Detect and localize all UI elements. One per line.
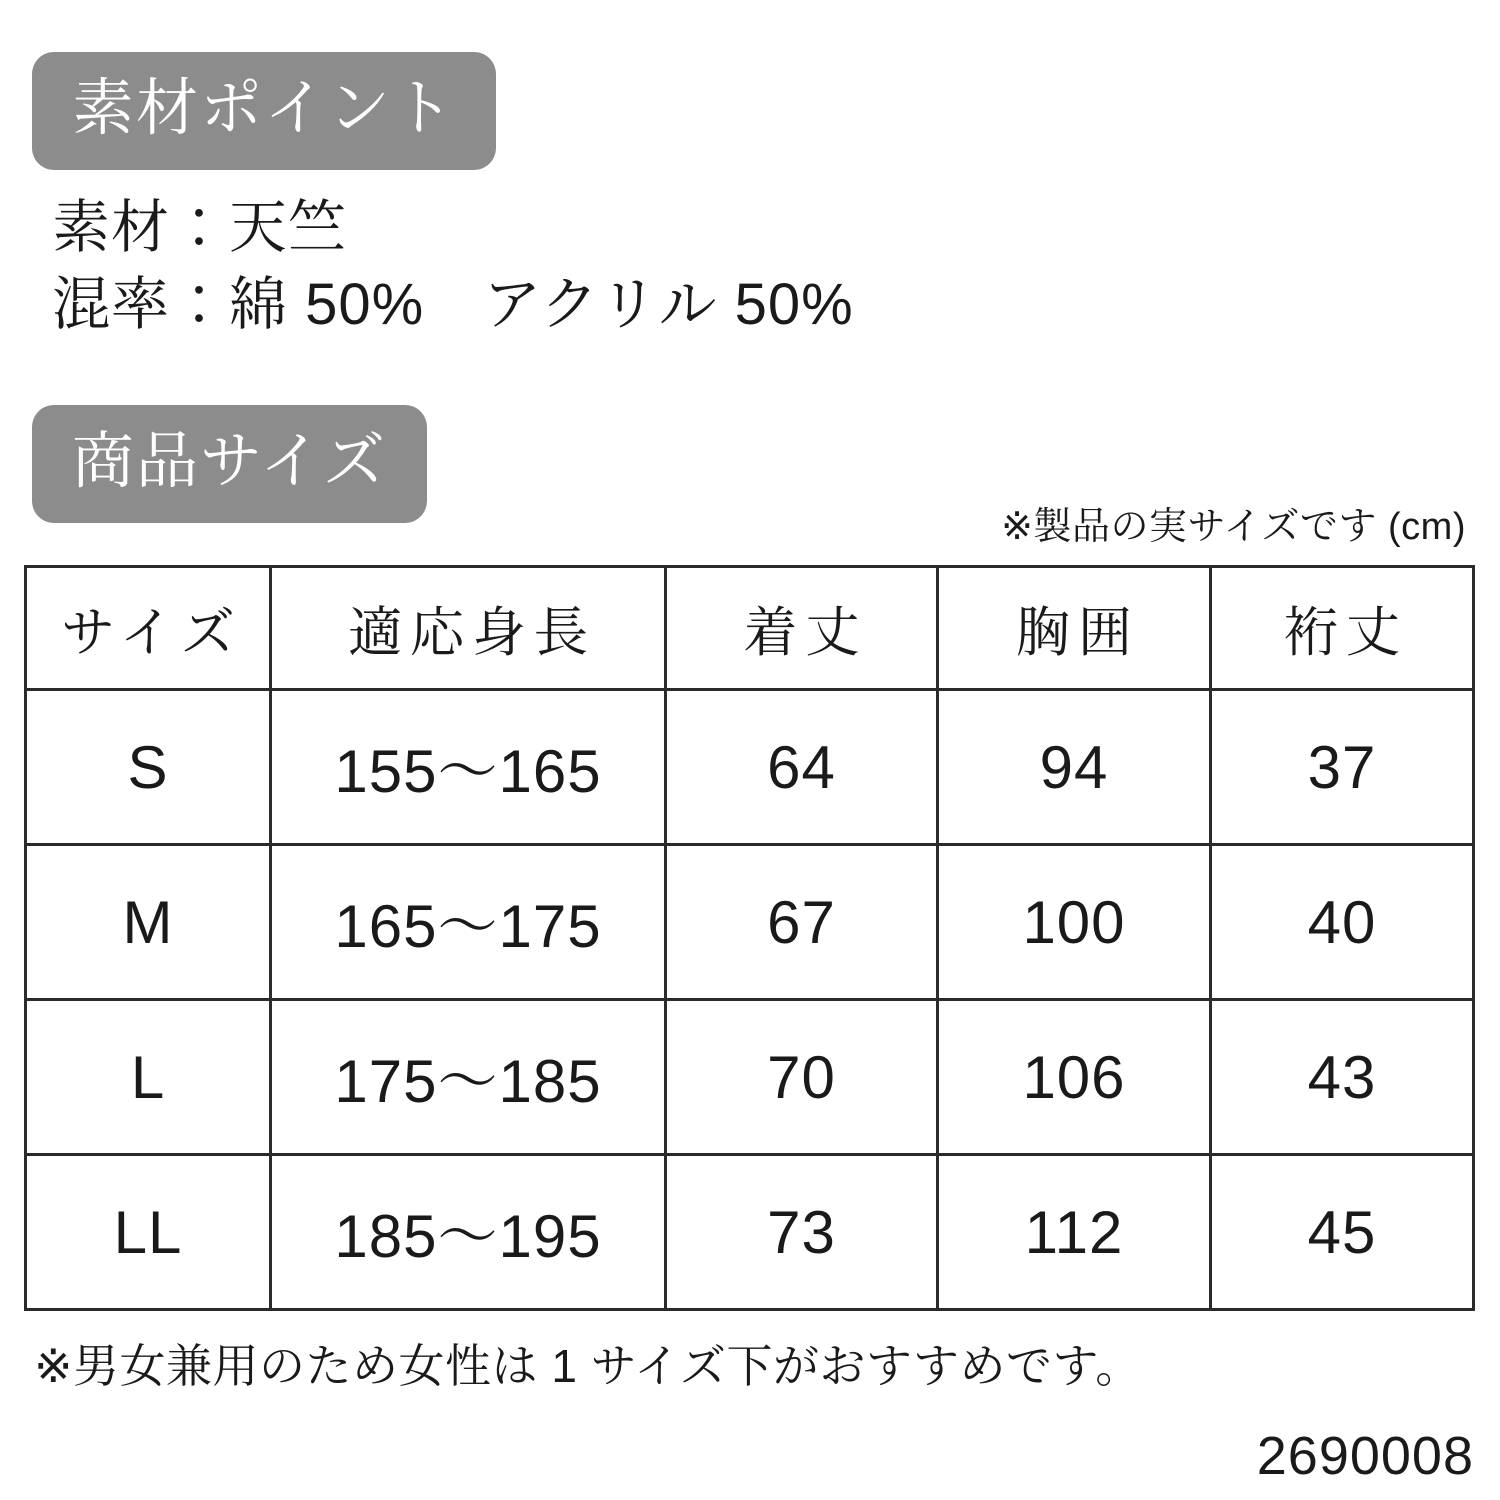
size-section-heading: 商品サイズ [32, 405, 427, 523]
cell-chest: 112 [938, 1155, 1211, 1310]
column-header-chest: 胸囲 [938, 567, 1211, 690]
cell-height: 165〜175 [271, 845, 666, 1000]
size-table [24, 565, 1475, 1311]
cell-length: 64 [666, 690, 938, 845]
cell-size: S [26, 690, 271, 845]
table-row [26, 845, 1474, 1000]
cell-length: 73 [666, 1155, 938, 1310]
table-row [26, 1000, 1474, 1155]
cell-length: 70 [666, 1000, 938, 1155]
material-details [52, 190, 854, 343]
size-footnote: ※男女兼用のため女性は 1 サイズ下がおすすめです。 [34, 1340, 1142, 1392]
cell-size: L [26, 1000, 271, 1155]
cell-chest: 94 [938, 690, 1211, 845]
cell-chest: 100 [938, 845, 1211, 1000]
material-line-composition: 混率：綿 50% アクリル 50% [52, 271, 854, 337]
cell-height: 175〜185 [271, 1000, 666, 1155]
cell-sleeve: 40 [1211, 845, 1474, 1000]
product-code: 2690008 [1256, 1426, 1474, 1486]
cell-length: 67 [666, 845, 938, 1000]
material-section-heading: 素材ポイント [32, 52, 496, 170]
column-header-sleeve: 裄丈 [1211, 567, 1474, 690]
material-line-fabric: 素材：天竺 [52, 195, 348, 260]
material-section-heading-wrap [32, 52, 496, 170]
cell-sleeve: 45 [1211, 1155, 1474, 1310]
table-row [26, 690, 1474, 845]
cell-size: LL [26, 1155, 271, 1310]
table-row [26, 1155, 1474, 1310]
size-section-heading-wrap [32, 405, 427, 523]
cell-chest: 106 [938, 1000, 1211, 1155]
cell-sleeve: 43 [1211, 1000, 1474, 1155]
table-header-row [26, 567, 1474, 690]
column-header-height: 適応身長 [271, 567, 666, 690]
cell-height: 155〜165 [271, 690, 666, 845]
column-header-size: サイズ [26, 567, 271, 690]
size-table-note: ※製品の実サイズです (cm) [1001, 506, 1466, 548]
cell-size: M [26, 845, 271, 1000]
cell-height: 185〜195 [271, 1155, 666, 1310]
cell-sleeve: 37 [1211, 690, 1474, 845]
column-header-length: 着丈 [666, 567, 938, 690]
